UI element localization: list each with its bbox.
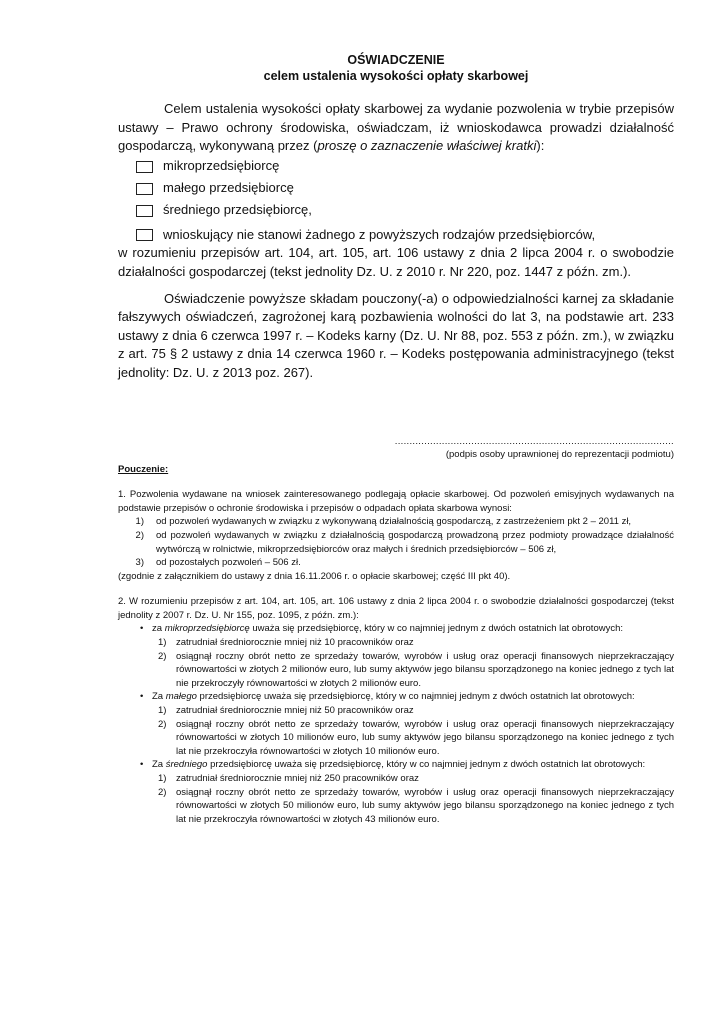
bullet-glyph: • bbox=[140, 691, 144, 703]
list-item: 1) zatrudniał średniorocznie mniej niż 10 pracowników oraz bbox=[158, 637, 414, 649]
point-1-note: (zgodnie z załącznikiem do ustawy z dnia 16.11.2006 r. o opłacie skarbowej; część III pkt 40). bbox=[118, 570, 511, 582]
declaration-paragraph: Oświadczenie powyższe składam pouczony(-a) o odpowiedzialności karnej za składanie fałszywych oświadczeń, zagrożonej karą pozbawienia wolności do lat 3, na podstawie art. 233 ustawy z dnia 6 czerwca 1997 r. – Kodeks karny (Dz. U. Nr 88, poz. 553 z późn. zm.), w związku z art. 75 § 2 ustawy z dnia 14 czerwca 1960 r. – Kodeks postępowania administracyjnego (tekst jednolity: Dz. U. z 2013 poz. 267). bbox=[118, 290, 674, 380]
bullet-small: • Za małego przedsiębiorcę uważa się przedsiębiorcę, który w co najmniej jednym z dwóch ostatnich lat obrotowych: bbox=[140, 691, 635, 703]
point-1-intro: 1. Pozwolenia wydawane na wniosek zainteresowanego podlegają opłacie skarbowej. Od pozwoleń emisyjnych wydawanych na podstawie przepisów o ochronie środowiska i przepisów o odpadach opłata skarbowa wynosi: bbox=[118, 489, 674, 514]
option-none-continuation: w rozumieniu przepisów art. 104, art. 105, art. 106 ustawy z dnia 2 lipca 2004 r. o swobodzie działalności gospodarczej (tekst jednolity Dz. U. z 2010 r. Nr 220, poz. 1447 z późn. zm.). bbox=[118, 245, 674, 279]
option-small-label: małego przedsiębiorcę bbox=[163, 180, 294, 196]
list-item: 1) zatrudniał średniorocznie mniej niż 250 pracowników oraz bbox=[158, 773, 419, 784]
statement-body bbox=[118, 100, 674, 383]
instructions-heading: Pouczenie: bbox=[118, 463, 169, 475]
bullet-medium: • Za średniego przedsiębiorcę uważa się przedsiębiorcę, który w co najmniej jednym z dwóch ostatnich lat obrotowych: bbox=[140, 759, 646, 771]
list-item: 2) od pozwoleń wydawanych w związku z działalnością gospodarczą prowadzoną przez podmioty prowadzące działalność wytwórczą w rolnictwie, mikroprzedsiębiorców oraz małych i średnich przedsiębiorców – 506 zł, bbox=[135, 529, 674, 555]
option-micro-label: mikroprzedsiębiorcę bbox=[163, 158, 280, 174]
intro-italic: proszę o zaznaczenie właściwej kratki bbox=[317, 138, 537, 154]
option-medium-label: średniego przedsiębiorcę, bbox=[163, 202, 312, 218]
instructions-point-1 bbox=[118, 488, 674, 583]
checkbox-micro[interactable] bbox=[136, 161, 153, 173]
checkbox-medium[interactable] bbox=[136, 205, 153, 217]
point-2-intro: 2. W rozumieniu przepisów z art. 104, art. 105, art. 106 ustawy z dnia 2 lipca 2004 r. o swobodzie działalności gospodarczej (tekst jednolity z 2007 r. Dz. U. Nr 155, poz. 1095, z późn. zm.): bbox=[118, 596, 674, 621]
list-item: 2) osiągnął roczny obrót netto ze sprzedaży towarów, wyrobów i usług oraz operacji finansowych nieprzekraczający równowartości w złotych 50 milionów euro, lub sumy aktywów jego bilansu sporządzonego na koniec jednego z tych lat nie przekroczyła równowartości w złotych 43 milionów euro. bbox=[158, 786, 674, 825]
document-page bbox=[118, 52, 674, 826]
list-item: 3) od pozostałych pozwoleń – 506 zł. bbox=[135, 557, 301, 569]
list-item: 2) osiągnął roczny obrót netto ze sprzedaży towarów, wyrobów i usług oraz operacji finansowych nieprzekraczający równowartości w złotych 10 milionów euro, lub sumy aktywów jego bilansu sporządzonego na koniec jednego z tych lat nie przekroczyła równowartości w złotych 10 milionów euro. bbox=[158, 718, 674, 757]
instructions-section bbox=[118, 463, 674, 827]
option-micro[interactable] bbox=[118, 156, 674, 178]
title-subtitle: celem ustalenia wysokości opłaty skarbowej bbox=[263, 69, 529, 83]
bullet-glyph: • bbox=[140, 623, 144, 635]
option-none[interactable] bbox=[118, 226, 674, 282]
document-title bbox=[118, 52, 674, 84]
list-item: 2) osiągnął roczny obrót netto ze sprzedaży towarów, wyrobów i usług oraz operacji finansowych nieprzekraczający równowartości w złotych 2 milionów euro, lub sumy aktywów jego bilansu sporządzonego na koniec jednego z tych lat nie przekroczyły równowartości w złotych 2 milionów euro. bbox=[158, 650, 674, 689]
checkbox-small[interactable] bbox=[136, 183, 153, 195]
signature-caption: (podpis osoby uprawnionej do reprezentacji podmiotu) bbox=[445, 448, 674, 460]
bullet-glyph: • bbox=[140, 759, 144, 771]
intro-paragraph: Celem ustalenia wysokości opłaty skarbowej za wydanie pozwolenia w trybie przepisów ustawy – Prawo ochrony środowiska, oświadczam, iż wnioskodawca prowadzi działalność gospodarczą, wykonywaną przez (proszę o zaznaczenie właściwej kratki): bbox=[118, 101, 674, 154]
option-medium[interactable] bbox=[118, 200, 674, 222]
bullet-micro: • za mikroprzedsiębiorcę uważa się przedsiębiorcę, który w co najmniej jednym z dwóch ostatnich lat obrotowych: bbox=[140, 623, 624, 635]
option-none-label: wnioskujący nie stanowi żadnego z powyższych rodzajów przedsiębiorców, bbox=[163, 226, 596, 242]
checkbox-none[interactable] bbox=[136, 229, 153, 241]
instructions-point-2 bbox=[118, 595, 674, 826]
signature-line: ............................................................................................... bbox=[394, 435, 674, 447]
signature-block bbox=[118, 435, 674, 461]
list-item: 1) zatrudniał średniorocznie mniej niż 50 pracowników oraz bbox=[158, 705, 414, 717]
option-small[interactable] bbox=[118, 178, 674, 200]
list-item: 1) od pozwoleń wydawanych w związku z wykonywaną działalnością gospodarczą, z zastrzeżeniem pkt 2 – 2011 zł, bbox=[135, 516, 632, 528]
title-main: OŚWIADCZENIE bbox=[347, 53, 445, 67]
